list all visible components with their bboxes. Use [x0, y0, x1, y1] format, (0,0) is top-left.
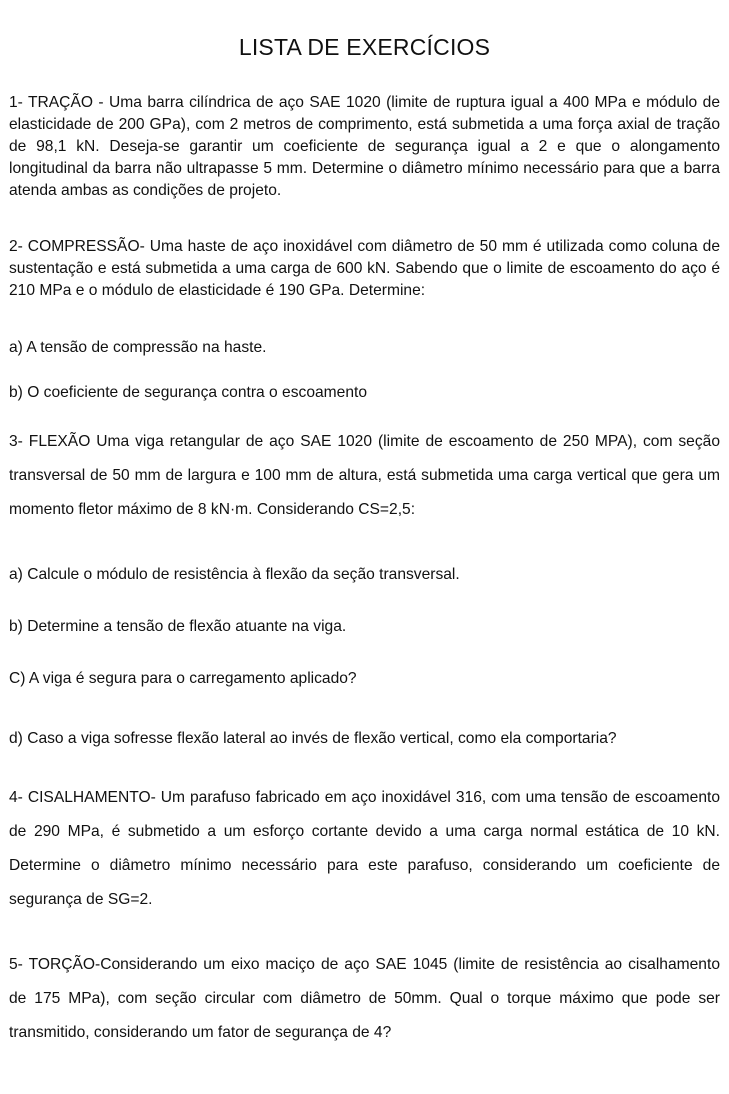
- exercise-1-traction: 1- TRAÇÃO - Uma barra cilíndrica de aço SAE 1020 (limite de ruptura igual a 400 MPa e módulo de elasticidade de 200 GPa), com 2 metros de comprimento, está submetida a uma força axial de tração de 98,1 kN. Deseja-se garantir um coeficiente de segurança igual a 2 e que o alongamento longitudinal da barra não ultrapasse 5 mm. Determine o diâmetro mínimo necessário para que a barra atenda ambas as condições de projeto.: [9, 94, 720, 199]
- exercise-3-bending: 3- FLEXÃO Uma viga retangular de aço SAE 1020 (limite de escoamento de 250 MPA), com seção transversal de 50 mm de largura e 100 mm de altura, está submetida uma carga vertical que gera um momento fletor máximo de 8 kN·m. Considerando CS=2,5:: [9, 433, 720, 518]
- exercise-3-item-a: a) Calcule o módulo de resistência à flexão da seção transversal.: [9, 566, 460, 583]
- exercise-5-torsion: 5- TORÇÃO-Considerando um eixo maciço de aço SAE 1045 (limite de resistência ao cisalhamento de 175 MPa), com seção circular com diâmetro de 50mm. Qual o torque máximo que pode ser transmitido, considerando um fator de segurança de 4?: [9, 956, 720, 1041]
- exercise-3-item-d: d) Caso a viga sofresse flexão lateral ao invés de flexão vertical, como ela comportaria?: [9, 730, 617, 747]
- exercise-3-item-c: C) A viga é segura para o carregamento aplicado?: [9, 670, 357, 687]
- exercise-2-compression: 2- COMPRESSÃO- Uma haste de aço inoxidável com diâmetro de 50 mm é utilizada como coluna de sustentação e está submetida a uma carga de 600 kN. Sabendo que o limite de escoamento do aço é 210 MPa e o módulo de elasticidade é 190 GPa. Determine:: [9, 238, 720, 299]
- exercise-4-shear: 4- CISALHAMENTO- Um parafuso fabricado em aço inoxidável 316, com uma tensão de escoamento de 290 MPa, é submetido a um esforço cortante devido a uma carga normal estática de 10 kN. Determine o diâmetro mínimo necessário para este parafuso, considerando um coeficiente de segurança de SG=2.: [9, 789, 720, 908]
- page-title: LISTA DE EXERCÍCIOS: [238, 34, 491, 60]
- exercise-3-item-b: b) Determine a tensão de flexão atuante na viga.: [9, 618, 347, 635]
- exercise-2-item-b: b) O coeficiente de segurança contra o escoamento: [9, 384, 368, 401]
- exercise-2-item-a: a) A tensão de compressão na haste.: [9, 339, 267, 356]
